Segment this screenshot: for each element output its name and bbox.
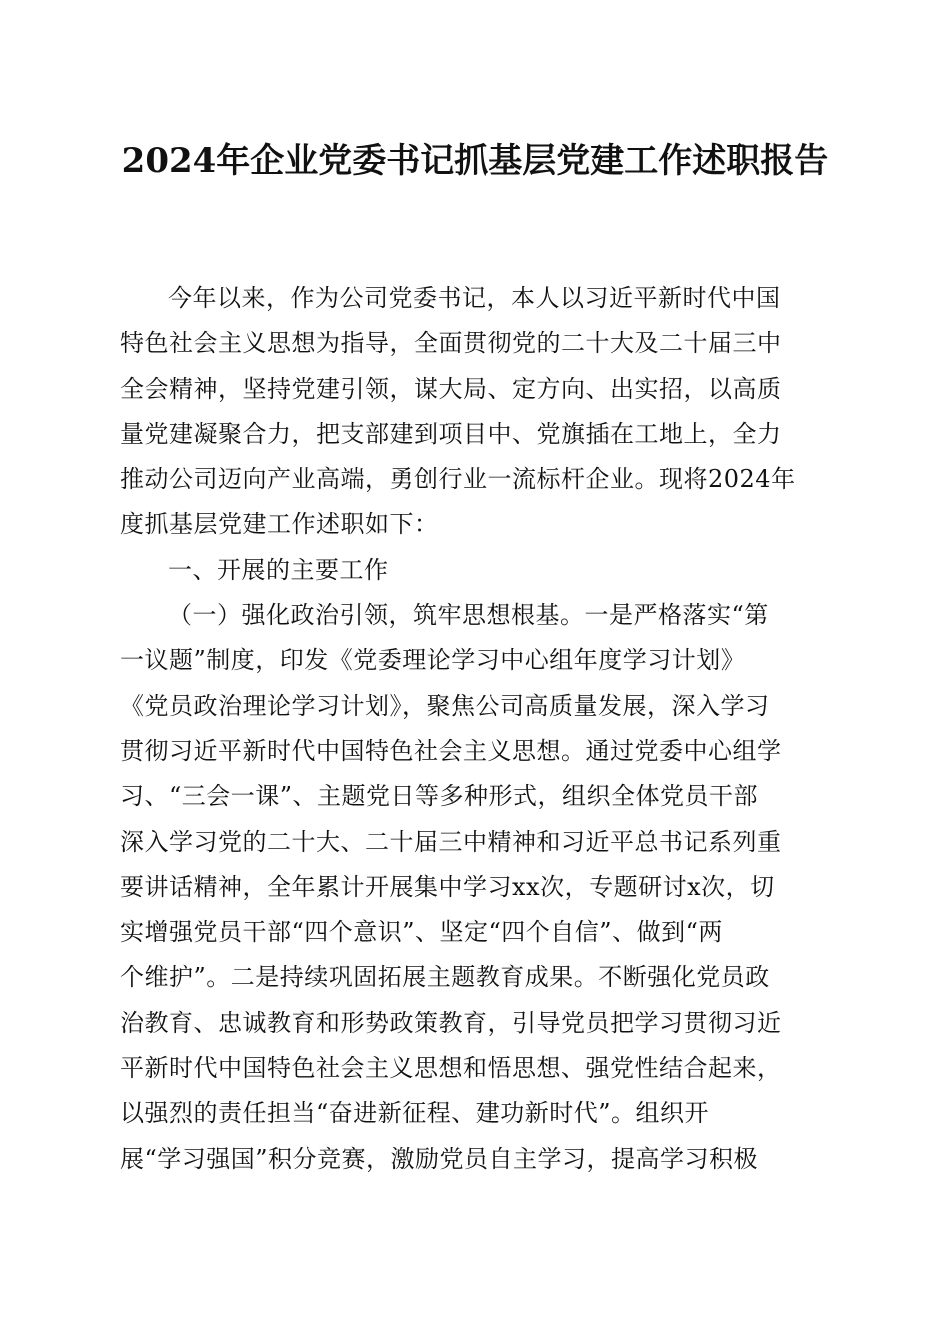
paragraph-line: 度抓基层党建工作述职如下： — [120, 510, 439, 539]
paragraph-line: 平新时代中国特色社会主义思想和悟思想、强党性结合起来， — [120, 1054, 782, 1083]
paragraph-line: 量党建凝聚合力，把支部建到项目中、党旗插在工地上，全力 — [120, 419, 782, 448]
paragraph-line: 要讲话精神，全年累计开展集中学习xx次，专题研讨x次，切 — [120, 872, 775, 901]
paragraph-line: 习、“三会一课”、主题党日等多种形式，组织全体党员干部 — [120, 782, 759, 811]
paragraph-line: 《党员政治理论学习计划》，聚焦公司高质量发展，深入学习 — [120, 691, 770, 720]
paragraph-line: 特色社会主义思想为指导，全面贯彻党的二十大及二十届三中 — [120, 329, 782, 358]
document-body — [120, 276, 832, 1182]
paragraph-line: 展“学习强国”积分竞赛，激励党员自主学习，提高学习积极 — [120, 1144, 759, 1173]
paragraph-line: 治教育、忠诚教育和形势政策教育，引导党员把学习贯彻习近 — [120, 1008, 782, 1037]
paragraph-line: 深入学习党的二十大、二十届三中精神和习近平总书记系列重 — [120, 827, 782, 856]
paragraph-line: 贯彻习近平新时代中国特色社会主义思想。通过党委中心组学 — [120, 736, 782, 765]
paragraph-line: 今年以来，作为公司党委书记，本人以习近平新时代中国 — [168, 284, 781, 312]
paragraph-line: 实增强党员干部“四个意识”、坚定“四个自信”、做到“两 — [120, 918, 723, 947]
paragraph-line: 以强烈的责任担当“奋进新征程、建功新时代”。组织开 — [120, 1099, 710, 1128]
section-heading: 一、开展的主要工作 — [168, 555, 389, 584]
paragraph-line: 个维护”。二是持续巩固拓展主题教育成果。不断强化党员政 — [120, 963, 770, 992]
paragraph-line: 一议题”制度，印发《党委理论学习中心组年度学习计划》 — [120, 646, 746, 675]
document-title: 2024年企业党委书记抓基层党建工作述职报告 — [121, 141, 829, 181]
paragraph-line: （一）强化政治引领，筑牢思想根基。一是严格落实“第 — [168, 601, 769, 630]
paragraph-line: 全会精神，坚持党建引领，谋大局、定方向、出实招，以高质 — [120, 374, 782, 403]
paragraph-line: 推动公司迈向产业高端，勇创行业一流标杆企业。现将2024年 — [120, 465, 796, 494]
